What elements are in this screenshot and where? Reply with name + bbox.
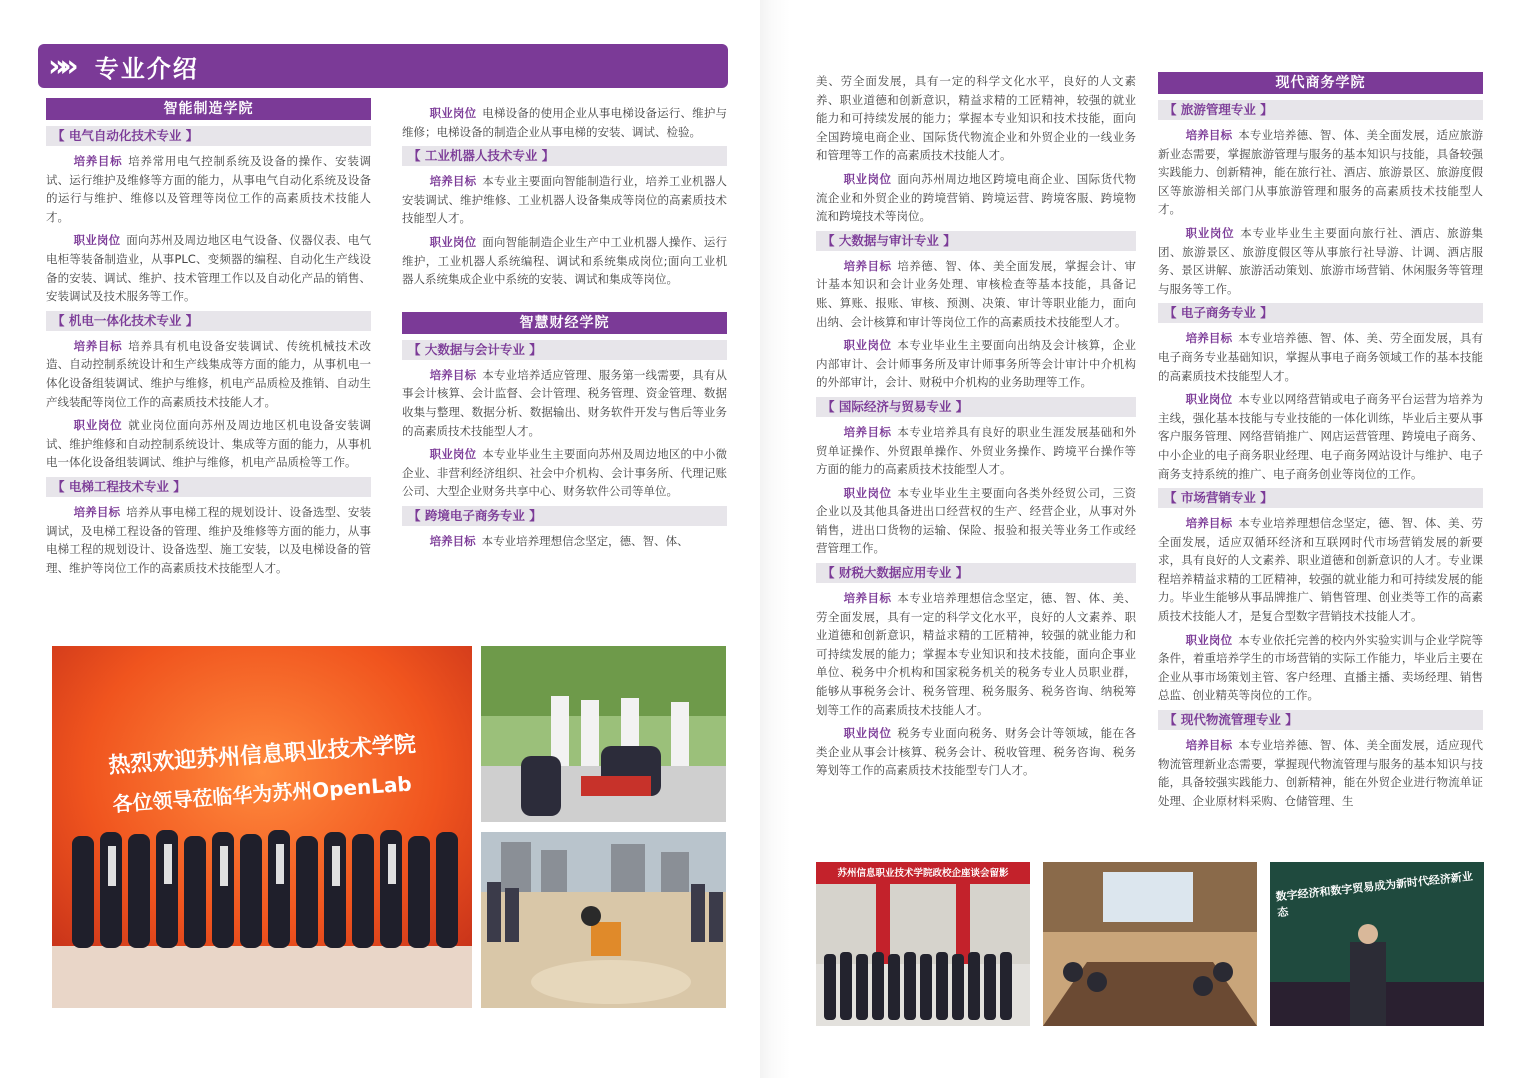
training-goal: 培养目标 培养常用电气控制系统及设备的操作、安装调试、运行维护及维修等方面的能力，从事电气自动化系统及设备的运行与维护、维修以及管理等岗位工作的高素质技术技能人才。 bbox=[46, 154, 372, 224]
training-goal: 培养目标 本专业主要面向智能制造行业，培养工业机器人安装调试、维护维修、工业机器人设备集成等岗位的高素质技术技能型人才。 bbox=[402, 174, 728, 226]
career-position: 职业岗位 就业岗位面向苏州及周边地区机电设备安装调试、维护维修和自动控制系统设计、集成等方面的能力，从事机电一体化设备组装调试、维护与维修，机电产品质检等工作。 bbox=[46, 418, 372, 470]
page-title: 专业介绍 bbox=[94, 54, 199, 83]
major-header: 【 工业机器人技术专业 】 bbox=[402, 146, 727, 166]
major-header: 【 国际经济与贸易专业 】 bbox=[816, 397, 1136, 417]
college-header: 智能制造学院 bbox=[46, 98, 371, 120]
career-position: 职业岗位 面向苏州及周边地区电气设备、仪器仪表、电气电柜等装备制造业，从事PLC、变频器的编程、自动化生产线设备的安装、调试、维护、技术管理工作以及自动化产品的销售、安装调试及技术服务等工作。 bbox=[46, 233, 372, 304]
career-position: 职业岗位 本专业毕业生主要面向出纳及会计核算，企业内部审计、会计师事务所及审计师事务所等会计审计中介机构的外部审计，会计、财税中介机构的业务助理等工作。 bbox=[816, 338, 1137, 390]
college-header: 智慧财经学院 bbox=[402, 312, 727, 334]
training-goal: 培养目标 培养从事电梯工程的规划设计、设备选型、安装调试，及电梯工程设备的管理、维护及维修等方面的能力，从事电梯工程的规划设计、设备选型、施工安装，以及电梯设备的管理、维护等岗位工作的高素质技术技能型人才。 bbox=[46, 504, 372, 575]
page-gutter bbox=[760, 0, 790, 1078]
major-header: 【 财税大数据应用专业 】 bbox=[816, 563, 1136, 583]
major-header: 【 大数据与会计专业 】 bbox=[402, 340, 727, 360]
college-header: 现代商务学院 bbox=[1158, 72, 1483, 94]
training-goal: 培养目标 本专业培养理想信念坚定，德、智、体、美、劳全面发展，适应双循环经济和互联网时代市场营销发展的新要求，具有良好的人文素养、职业道德和创新意识的人才。专业课程培养精益求精的工匠精神，较强的就业能力和可持续发展的能力。毕业生能够从事品牌推广、销售管理、创业类等工作的高素质技术技能人才，是复合型数字营销技术技能人才。 bbox=[1158, 516, 1484, 624]
career-position: 职业岗位 本专业以网络营销或电子商务平台运营为培养为主线，强化基本技能与专业技能的一体化训练，毕业后主要从事客户服务管理、网络营销推广、网店运营管理、跨境电子商务、中小企业的电子商务职业经理、电子商务网站设计与维护、电子商务支持系统的推广、电子商务创业等岗位的工作。 bbox=[1158, 392, 1484, 481]
major-header: 【 电梯工程技术专业 】 bbox=[46, 477, 371, 497]
training-goal: 培养目标 本专业培养德、智、体、美全面发展，适应旅游新业态需要，掌握旅游管理与服务的基本知识与技能，具备较强实践能力、创新精神，能在旅行社、酒店、旅游景区、旅游度假区等旅游相关部门从事旅游管理和服务的高素质技术技能型人才。 bbox=[1158, 128, 1484, 217]
career-position: 职业岗位 本专业毕业生主要面向各类外经贸公司，三资企业以及其他具备进出口经营权的生产、经营企业，从事对外销售，进出口货物的运输、保险、报验和报关等业务工作或经营管理工作。 bbox=[816, 485, 1137, 556]
career-position: 职业岗位 本专业依托完善的校内外实验实训与企业学院等条件，着重培养学生的市场营销的实际工作能力，毕业后主要在企业从事市场策划主管、客户经理、直播主播、卖场经理、销售总监、创业精英等岗位的工作。 bbox=[1158, 632, 1484, 703]
left-column-1 bbox=[46, 98, 371, 582]
major-header: 【 现代物流管理专业 】 bbox=[1158, 710, 1483, 730]
campus-event-photo bbox=[481, 646, 726, 822]
long-jump-photo bbox=[481, 832, 726, 1008]
career-position: 职业岗位 面向智能制造企业生产中工业机器人操作、运行维护，工业机器人系统编程、调试和系统集成岗位;面向工业机器人系统集成企业中系统的安装、调试和集成等岗位。 bbox=[402, 234, 728, 287]
chevron-right-icon: »» bbox=[48, 48, 71, 84]
major-header: 【 旅游管理专业 】 bbox=[1158, 100, 1483, 120]
training-goal: 培养目标 培养具有机电设备安装调试、传统机械技术改造、自动控制系统设计和生产线集成等方面的能力，从事机电一体化设备组装调试、维护与维修，机电产品质检及推销、自动生产线装配等岗位工作的高素质技术技能人才。 bbox=[46, 338, 372, 409]
major-header: 【 市场营销专业 】 bbox=[1158, 488, 1483, 508]
career-position: 职业岗位 本专业毕业生主要面向旅行社、酒店、旅游集团、旅游景区、旅游度假区等从事旅行社导游、计调、酒店服务、景区讲解、旅游活动策划、旅游市场营销、休闲服务等管理与服务等工作。 bbox=[1158, 225, 1484, 296]
career-position: 职业岗位 面向苏州周边地区跨境电商企业、国际货代物流企业和外贸企业的跨境营销、跨境运营、跨境客服、跨境物流和跨境技术等岗位。 bbox=[816, 171, 1137, 224]
career-position: 职业岗位 税务专业面向税务、财务会计等领域，能在各类企业从事会计核算、税务会计、税收管理、税务咨询、税务筹划等工作的高素质技术技能型专门人才。 bbox=[816, 726, 1137, 778]
openlab-welcome-line1: 热烈欢迎苏州信息职业技术学院 bbox=[107, 732, 417, 779]
career-position: 职业岗位 电梯设备的使用企业从事电梯设备运行、维护与维修；电梯设备的制造企业从事电梯的安装、调试、检验。 bbox=[402, 106, 728, 139]
forum-slide-title: 数字经济和数字贸易成为新时代经济新业态 bbox=[1275, 869, 1474, 920]
major-header: 【 跨境电子商务专业 】 bbox=[402, 506, 727, 526]
major-header: 【 大数据与审计专业 】 bbox=[816, 231, 1136, 251]
symposium-group-photo bbox=[816, 862, 1030, 1026]
forum-speech-photo bbox=[1270, 862, 1484, 1026]
openlab-group-photo bbox=[52, 646, 472, 1008]
left-column-2 bbox=[402, 104, 727, 556]
career-position: 职业岗位 本专业毕业生主要面向苏州及周边地区的中小微企业、非营利经济组织、社会中介机构、会计事务所、代理记账公司、大型企业财务共享中心、财务软件公司等单位。 bbox=[402, 447, 728, 499]
right-column-1 bbox=[816, 72, 1136, 785]
training-goal: 培养目标 本专业培养理想信念坚定，德、智、体、美、劳全面发展，具有一定的科学文化水平，良好的人文素养、职业道德和创新意识，精益求精的工匠精神，较强的就业能力和可持续发展的能力；掌握本专业知识和技术技能，面向企事业单位、税务中介机构和国家税务机关的税务专业人员职业群，能够从事税务会计、税务管理、税务服务、税务咨询、纳税筹划等工作的高素质技术技能人才。 bbox=[816, 591, 1137, 717]
training-goal: 培养目标 本专业培养理想信念坚定，德、智、体、 bbox=[429, 533, 689, 548]
right-column-2 bbox=[1158, 72, 1483, 815]
symposium-banner-text: 苏州信息职业技术学院政校企座谈会留影 bbox=[837, 868, 1009, 879]
training-goal: 培养目标 培养德、智、体、美全面发展，掌握会计、审计基本知识和会计业务处理、审核检查等基本技能，具备记账、算账、报账、审核、预测、决策、审计等职业能力，面向出纳、会计核算和审计等岗位工作的高素质技术技能型人才。 bbox=[816, 258, 1137, 329]
training-goal: 培养目标 本专业培养德、智、体、美全面发展，适应现代物流管理新业态需要，掌握现代物流管理与服务的基本知识与技能，具备较强实践能力、创新精神，能在外贸企业进行物流单证处理、企业原材料采购、仓储管理、生 bbox=[1158, 738, 1484, 808]
major-header: 【 机电一体化技术专业 】 bbox=[46, 311, 371, 331]
major-header: 【 电气自动化技术专业 】 bbox=[46, 126, 371, 146]
section-banner bbox=[38, 44, 728, 88]
meeting-room-photo bbox=[1043, 862, 1257, 1026]
training-goal: 培养目标 本专业培养适应管理、服务第一线需要，具有从事会计核算、会计监督、会计管理、税务管理、资金管理、数据收集与整理、数据分析、数据输出、财务软件开发与售后等业务的高素质技术技能型人才。 bbox=[402, 367, 728, 438]
openlab-welcome-line2: 各位领导莅临华为苏州OpenLab bbox=[111, 771, 413, 817]
training-goal: 培养目标 本专业培养德、智、体、美、劳全面发展，具有电子商务专业基础知识，掌握从事电子商务领域工作的基本技能的高素质技术技能型人才。 bbox=[1158, 331, 1484, 383]
training-goal: 培养目标 本专业培养具有良好的职业生涯发展基础和外贸单证操作、外贸跟单操作、外贸业务操作、跨境平台操作等方面的能力的高素质技术技能型人才。 bbox=[816, 424, 1137, 477]
major-header: 【 电子商务专业 】 bbox=[1158, 303, 1483, 323]
training-goal-continued: 美、劳全面发展，具有一定的科学文化水平，良好的人文素养、职业道德和创新意识，精益求精的工匠精神，较强的就业能力和可持续发展的能力；掌握本专业知识和技术技能，面向全国跨境电商企业、国际货代物流企业和外贸企业的一线业务和管理等工作的高素质技术技能人才。 bbox=[816, 74, 1136, 163]
